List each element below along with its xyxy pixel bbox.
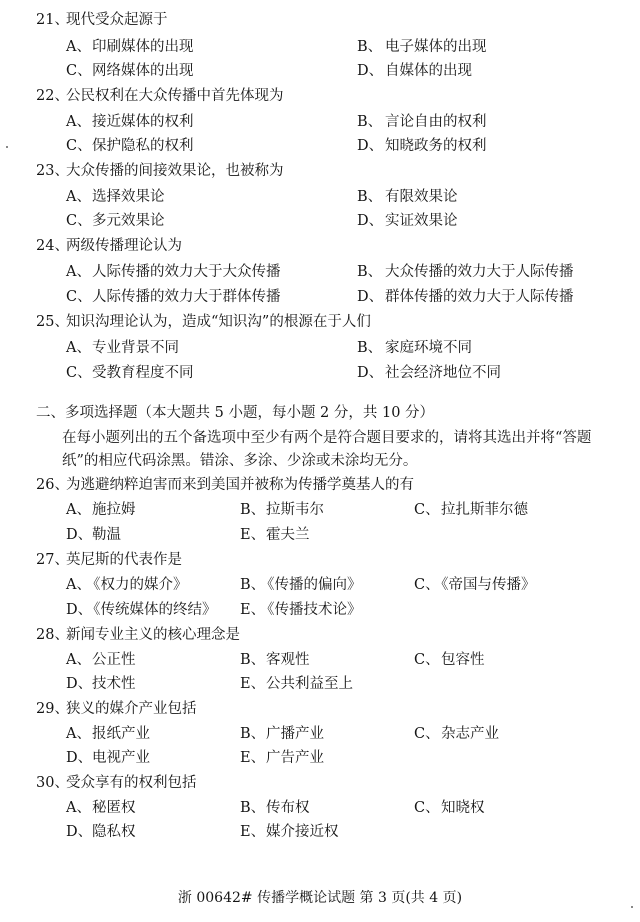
question-stem: 狭义的媒介产业包括	[66, 701, 197, 717]
option-text: 家庭环境不同	[385, 340, 472, 356]
option-text: 公正性	[92, 652, 136, 668]
option-text: 选择效果论	[92, 189, 165, 205]
option-label: D、	[357, 138, 384, 154]
option-label: A、	[66, 652, 91, 668]
option-label: A、	[66, 189, 91, 205]
option-text: 《传统媒体的终结》	[86, 602, 217, 618]
question-number: 29、	[36, 701, 69, 717]
option-label: B、	[240, 800, 266, 816]
option-text: 网络媒体的出现	[92, 63, 194, 79]
option-label: A、	[66, 340, 91, 356]
option-label: C、	[66, 213, 92, 229]
section-heading: 二、多项选择题（本大题共 5 小题，每小题 2 分，共 10 分）	[36, 405, 435, 421]
option-label: E、	[240, 750, 266, 766]
option-text: 《传播技术论》	[260, 602, 362, 618]
option-text: 霍夫兰	[266, 527, 310, 543]
question-stem: 现代受众起源于	[66, 12, 168, 28]
option-text: 拉斯韦尔	[266, 502, 324, 518]
option-text: 专业背景不同	[92, 340, 179, 356]
section-instruction: 在每小题列出的五个备选项中至少有两个是符合题目要求的，请将其选出并将“答题	[62, 430, 592, 446]
option-text: 知晓权	[441, 800, 485, 816]
option-text: 受教育程度不同	[92, 365, 194, 381]
option-label: C、	[414, 502, 440, 518]
option-label: D、	[66, 527, 93, 543]
question-number: 22、	[36, 88, 69, 104]
option-label: B、	[357, 189, 383, 205]
option-label: B、	[357, 264, 383, 280]
question-number: 23、	[36, 163, 69, 179]
question-stem: 大众传播的间接效果论，也被称为	[66, 163, 284, 179]
section-instruction: 纸”的相应代码涂黑。错涂、多涂、少涂或未涂均无分。	[62, 453, 418, 469]
question-stem: 英尼斯的代表作是	[66, 552, 182, 568]
question-stem: 知识沟理论认为，造成“知识沟”的根源在于人们	[66, 314, 371, 330]
option-text: 大众传播的效力大于人际传播	[385, 264, 574, 280]
option-text: 广播产业	[266, 726, 324, 742]
option-label: C、	[66, 138, 92, 154]
option-text: 人际传播的效力大于群体传播	[92, 289, 281, 305]
option-label: B、	[240, 652, 266, 668]
option-text: 广告产业	[266, 750, 324, 766]
question-number: 26、	[36, 477, 69, 493]
question-number: 30、	[36, 775, 69, 791]
option-label: C、	[66, 365, 92, 381]
scan-speck	[6, 146, 8, 148]
option-text: 《传播的偏向》	[260, 577, 362, 593]
option-text: 隐私权	[92, 824, 136, 840]
option-text: 秘匿权	[92, 800, 136, 816]
option-label: C、	[414, 726, 440, 742]
option-label: A、	[66, 577, 91, 593]
option-text: 言论自由的权利	[385, 114, 487, 130]
option-label: D、	[357, 63, 384, 79]
option-text: 施拉姆	[92, 502, 136, 518]
option-label: C、	[66, 63, 92, 79]
question-stem: 受众享有的权利包括	[66, 775, 197, 791]
option-label: A、	[66, 39, 91, 55]
option-text: 接近媒体的权利	[92, 114, 194, 130]
option-label: E、	[240, 527, 266, 543]
option-text: 实证效果论	[385, 213, 458, 229]
option-label: C、	[414, 577, 440, 593]
option-label: C、	[66, 289, 92, 305]
question-number: 28、	[36, 627, 69, 643]
option-label: A、	[66, 726, 91, 742]
option-text: 人际传播的效力大于大众传播	[92, 264, 281, 280]
question-number: 24、	[36, 238, 69, 254]
scan-speck	[631, 906, 633, 908]
option-text: 电子媒体的出现	[385, 39, 487, 55]
option-label: D、	[357, 213, 384, 229]
question-stem: 新闻专业主义的核心理念是	[66, 627, 240, 643]
question-stem: 两级传播理论认为	[66, 238, 182, 254]
option-text: 社会经济地位不同	[385, 365, 501, 381]
option-text: 包容性	[441, 652, 485, 668]
option-text: 技术性	[92, 676, 136, 692]
option-label: A、	[66, 502, 91, 518]
option-label: B、	[240, 502, 266, 518]
option-text: 传布权	[266, 800, 310, 816]
option-text: 群体传播的效力大于人际传播	[385, 289, 574, 305]
option-label: A、	[66, 264, 91, 280]
option-label: A、	[66, 114, 91, 130]
option-label: B、	[357, 340, 383, 356]
option-label: D、	[66, 602, 93, 618]
option-text: 多元效果论	[92, 213, 165, 229]
option-label: B、	[357, 114, 383, 130]
option-text: 电视产业	[92, 750, 150, 766]
option-label: E、	[240, 602, 266, 618]
question-number: 25、	[36, 314, 69, 330]
option-label: D、	[357, 365, 384, 381]
option-text: 公共利益至上	[266, 676, 353, 692]
option-text: 《帝国与传播》	[434, 577, 536, 593]
option-label: D、	[66, 676, 93, 692]
option-text: 自媒体的出现	[385, 63, 472, 79]
option-label: D、	[66, 824, 93, 840]
option-text: 有限效果论	[385, 189, 458, 205]
question-number: 27、	[36, 552, 69, 568]
option-label: C、	[414, 652, 440, 668]
option-label: B、	[240, 726, 266, 742]
option-label: E、	[240, 824, 266, 840]
option-text: 报纸产业	[92, 726, 150, 742]
option-text: 媒介接近权	[266, 824, 339, 840]
question-stem: 为逃避纳粹迫害而来到美国并被称为传播学奠基人的有	[66, 477, 414, 493]
page-footer: 浙 00642# 传播学概论试题 第 3 页(共 4 页)	[177, 890, 463, 906]
option-label: B、	[240, 577, 266, 593]
option-label: D、	[357, 289, 384, 305]
option-label: E、	[240, 676, 266, 692]
question-stem: 公民权利在大众传播中首先体现为	[66, 88, 284, 104]
option-label: B、	[357, 39, 383, 55]
option-label: A、	[66, 800, 91, 816]
option-text: 印刷媒体的出现	[92, 39, 194, 55]
option-text: 拉扎斯菲尔德	[441, 502, 528, 518]
option-text: 保护隐私的权利	[92, 138, 194, 154]
option-text: 勒温	[92, 527, 121, 543]
question-number: 21、	[36, 12, 69, 28]
option-text: 《权力的媒介》	[86, 577, 188, 593]
option-label: C、	[414, 800, 440, 816]
option-label: D、	[66, 750, 93, 766]
option-text: 杂志产业	[441, 726, 499, 742]
option-text: 知晓政务的权利	[385, 138, 487, 154]
option-text: 客观性	[266, 652, 310, 668]
